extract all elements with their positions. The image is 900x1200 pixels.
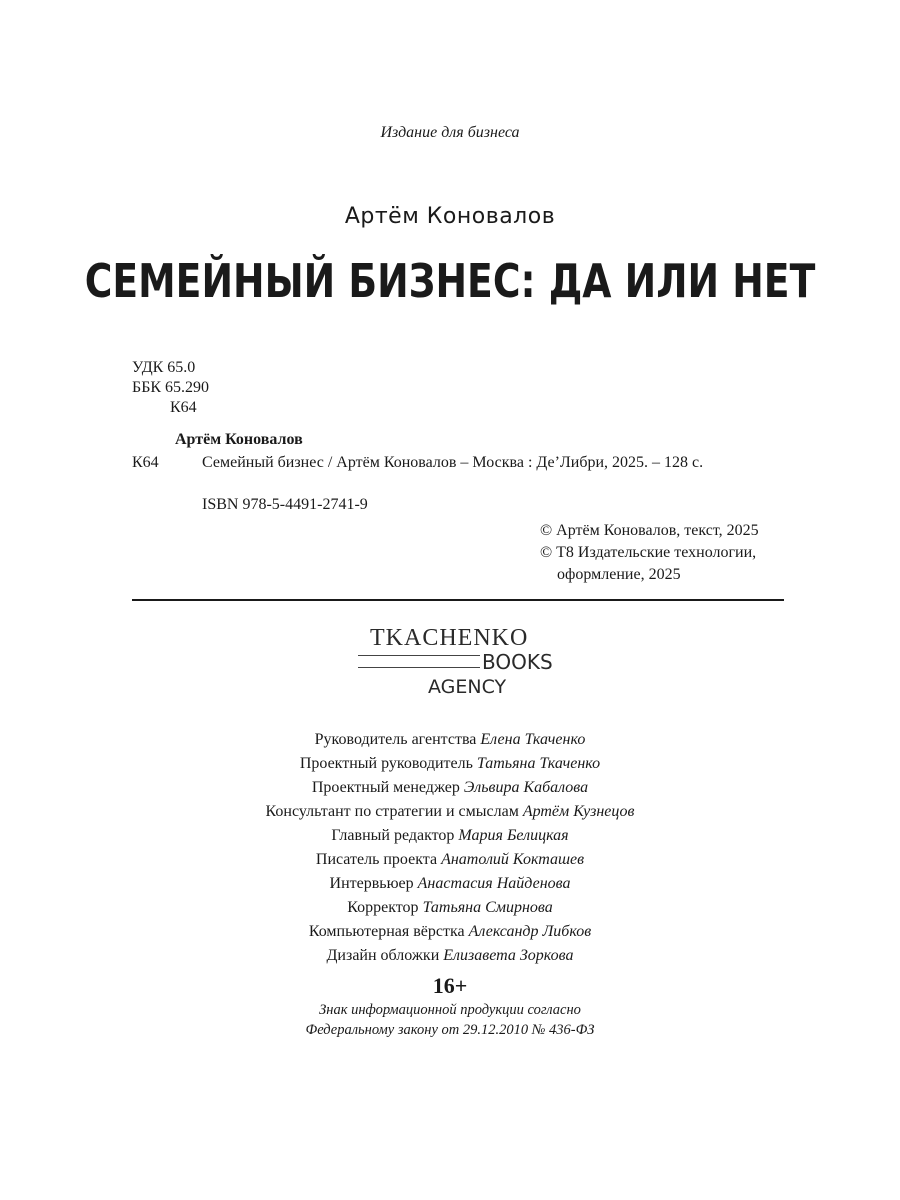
credit-line: [0, 872, 900, 896]
credit-role: Дизайн обложки: [326, 947, 440, 964]
credit-line: [0, 824, 900, 848]
credit-line: [0, 752, 900, 776]
agency-logo: [358, 625, 578, 705]
credit-role: Руководитель агентства: [314, 731, 477, 748]
credit-name: Елена Ткаченко: [480, 731, 586, 748]
credit-name: Анастасия Найденова: [417, 875, 571, 892]
age-note-line-2: Федеральному закону от 29.12.2010 № 436-ФЗ: [305, 1022, 595, 1038]
credit-name: Мария Белицкая: [458, 827, 569, 844]
edition-label: Издание для бизнеса: [380, 124, 520, 141]
copyright-block: [540, 520, 759, 586]
annotation-author: Артём Коновалов: [175, 431, 303, 448]
copyright-line-2: © Т8 Издательские технологии,: [540, 544, 757, 561]
credit-line: [0, 920, 900, 944]
credit-role: Писатель проекта: [315, 851, 438, 868]
credit-line: [0, 896, 900, 920]
annotation-text: Семейный бизнес / Артём Коновалов – Москва : Де’Либри, 2025. – 128 с.: [202, 454, 704, 471]
annotation-mark: К64: [132, 454, 159, 471]
udk-code: УДК 65.0: [132, 359, 196, 376]
credit-name: Татьяна Смирнова: [422, 899, 553, 916]
credit-role: Компьютерная вёрстка: [308, 923, 465, 940]
author-mark: К64: [170, 399, 197, 416]
credit-line: [0, 944, 900, 968]
credit-role: Интервьюер: [329, 875, 414, 892]
age-note-line-1: Знак информационной продукции согласно: [319, 1002, 581, 1018]
credits-list: [0, 728, 900, 968]
author-name: Артём Коновалов: [344, 204, 556, 229]
credit-role: Проектный руководитель: [299, 755, 473, 772]
credit-name: Александр Либков: [468, 923, 592, 940]
copyright-line-1: © Артём Коновалов, текст, 2025: [540, 522, 759, 539]
credit-name: Артём Кузнецов: [522, 803, 635, 820]
logo-line-1: TKACHENKO: [370, 625, 529, 651]
credit-name: Татьяна Ткаченко: [476, 755, 601, 772]
book-title: СЕМЕЙНЫЙ БИЗНЕС: ДА ИЛИ НЕТ: [84, 254, 816, 308]
credit-line: [0, 800, 900, 824]
credit-line: [0, 728, 900, 752]
bbk-code: ББК 65.290: [132, 379, 210, 396]
logo-line-2: BOOKS: [482, 650, 553, 674]
age-rating-note: [0, 1000, 900, 1040]
credit-line: [0, 848, 900, 872]
credit-line: [0, 776, 900, 800]
credit-role: Главный редактор: [331, 827, 455, 844]
age-rating: 16+: [432, 973, 468, 998]
credit-name: Анатолий Кокташев: [441, 851, 585, 868]
credit-role: Консультант по стратегии и смыслам: [265, 803, 519, 820]
credit-name: Елизавета Зоркова: [443, 947, 574, 964]
logo-bar: [358, 655, 480, 668]
credit-role: Проектный менеджер: [311, 779, 460, 796]
credit-role: Корректор: [347, 899, 419, 916]
copyright-line-3: оформление, 2025: [557, 566, 681, 583]
credit-name: Эльвира Кабалова: [463, 779, 589, 796]
divider: [132, 599, 784, 601]
logo-line-3: AGENCY: [428, 676, 507, 698]
isbn: ISBN 978-5-4491-2741-9: [202, 496, 368, 513]
